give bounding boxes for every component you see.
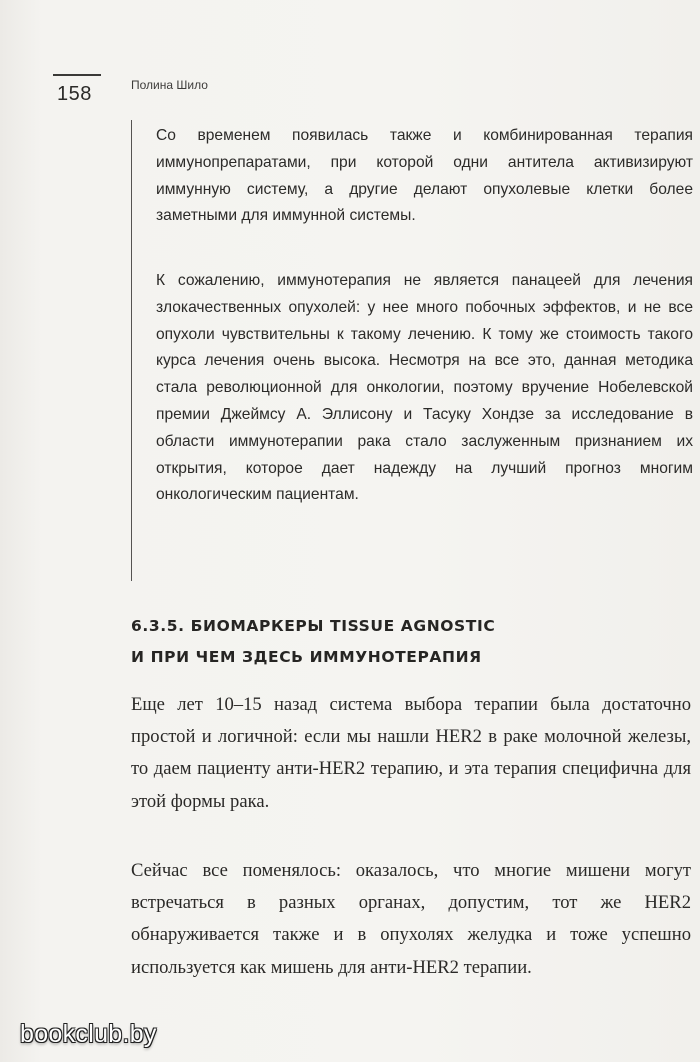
site-watermark: bookclub.by	[20, 1020, 157, 1048]
section-heading	[131, 611, 671, 673]
section-heading-line-2: И ПРИ ЧЕМ ЗДЕСЬ ИММУНОТЕРАПИЯ	[131, 648, 482, 666]
section-heading-line-1: 6.3.5. БИОМАРКЕРЫ TISSUE AGNOSTIC	[131, 617, 496, 635]
header-rule	[53, 74, 101, 76]
running-head-author: Полина Шило	[131, 78, 208, 92]
body-paragraph: Сейчас все поменялось: оказалось, что многие мишени могут встречаться в разных органах, допустим, тот же HER2 обнаруживается также и в опухолях желудка и тоже успешно используется как мишень для анти-HER2 терапии.	[131, 860, 691, 978]
aside-paragraph: Со временем появилась также и комбинированная терапия иммунопрепаратами, при которой одни антитела активизируют иммунную систему, а другие делают опухолевые клетки более заметными для иммунной системы.	[156, 127, 693, 225]
page-number: 158	[57, 83, 92, 105]
body-paragraph: Еще лет 10–15 назад система выбора терапии была достаточно простой и логичной: если мы нашли HER2 в раке молочной железы, то даем пациенту анти-HER2 терапию, и эта терапия специфична для этой формы рака.	[131, 694, 691, 812]
aside-paragraph: К сожалению, иммунотерапия не является панацеей для лечения злокачественных опухолей: у нее много побочных эффектов, и не все опухоли чувствительны к такому лечению. К тому же стоимость такого курса лечения очень высока. Несмотря на все это, данная методика стала революционной для онкологии, поэтому вручение Нобелевской премии Джеймсу А. Эллисону и Тасуку Хондзе за исследование в области иммунотерапии рака стало заслуженным признанием их открытия, которое дает надежду на лучший прогноз многим онкологическим пациентам.	[156, 272, 693, 504]
